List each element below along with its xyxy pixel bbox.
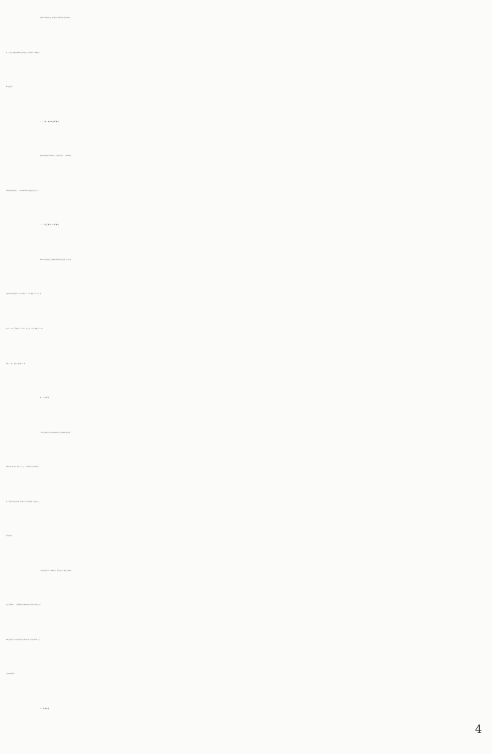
paragraph-line: 本次检查未发现违反工程建设强制性条文的问题。但查出违 [40,260,72,261]
section-heading-3: （三）违反强条、标准情况 [40,225,60,226]
paragraph-line: 问题认真自查自纠。同时，举一反三，加强单位内部质量监管工 [6,467,40,468]
paragraph-line: 1.各受检勘察设计企业及图审机构应针对本次检查发现的 [40,433,71,434]
paragraph-line: 道路 11 条)，其他方面问题 57 条。 [6,364,27,365]
section-heading-5: 五、处理结果 [40,709,50,710]
page-number: 4 [475,723,482,736]
paragraph-line: 审查机构审查把关基本到位，但也存在问题：一是漏审规范 [40,156,72,157]
paragraph-line: 设计管理条例》、《房屋建筑和市政基础设施工程施工图设计文件 [6,605,41,606]
paragraph-line: 从本次检查的情况看，我市建设工程勘察设计质量总体较 [40,18,70,19]
paragraph-line: 准方面问题。 [6,87,14,88]
paragraph-line: 员法律意识。 [6,536,14,537]
paragraph-line: 作，全面落实质量责任制，加强技术人员法制教育，强化技术人 [6,502,40,503]
paragraph-line: 反规范标准方面问题 53 条（勘察专业 4 条、建筑专业 3 条、结 [6,294,42,295]
paragraph-line: 2.各勘察设计企业与图审机构，要严格执行《建设工程勘察 [40,571,72,572]
paragraph-line: 构专业 13 条、给排水专业 12 条、电气专业 7 条、暖通专业 3 条、 [6,329,44,330]
paragraph-line: 审查管理办法》等法律法规及现行规范标准，切实保证勘察、设 [6,640,40,641]
section-heading-4: 四、下步要求 [40,398,50,399]
paragraph-line: 计及图审的质量。 [6,674,16,675]
paragraph-line: 标准的问题仍然存在，二是个别审查机构对复审意见把关不严。 [6,191,40,192]
section-heading-2: （二）施工图审查质量情况 [40,122,60,123]
paragraph-line: 好，无违反工程建设强制性条文的情况，但仍然存在工程建设标 [6,53,40,54]
